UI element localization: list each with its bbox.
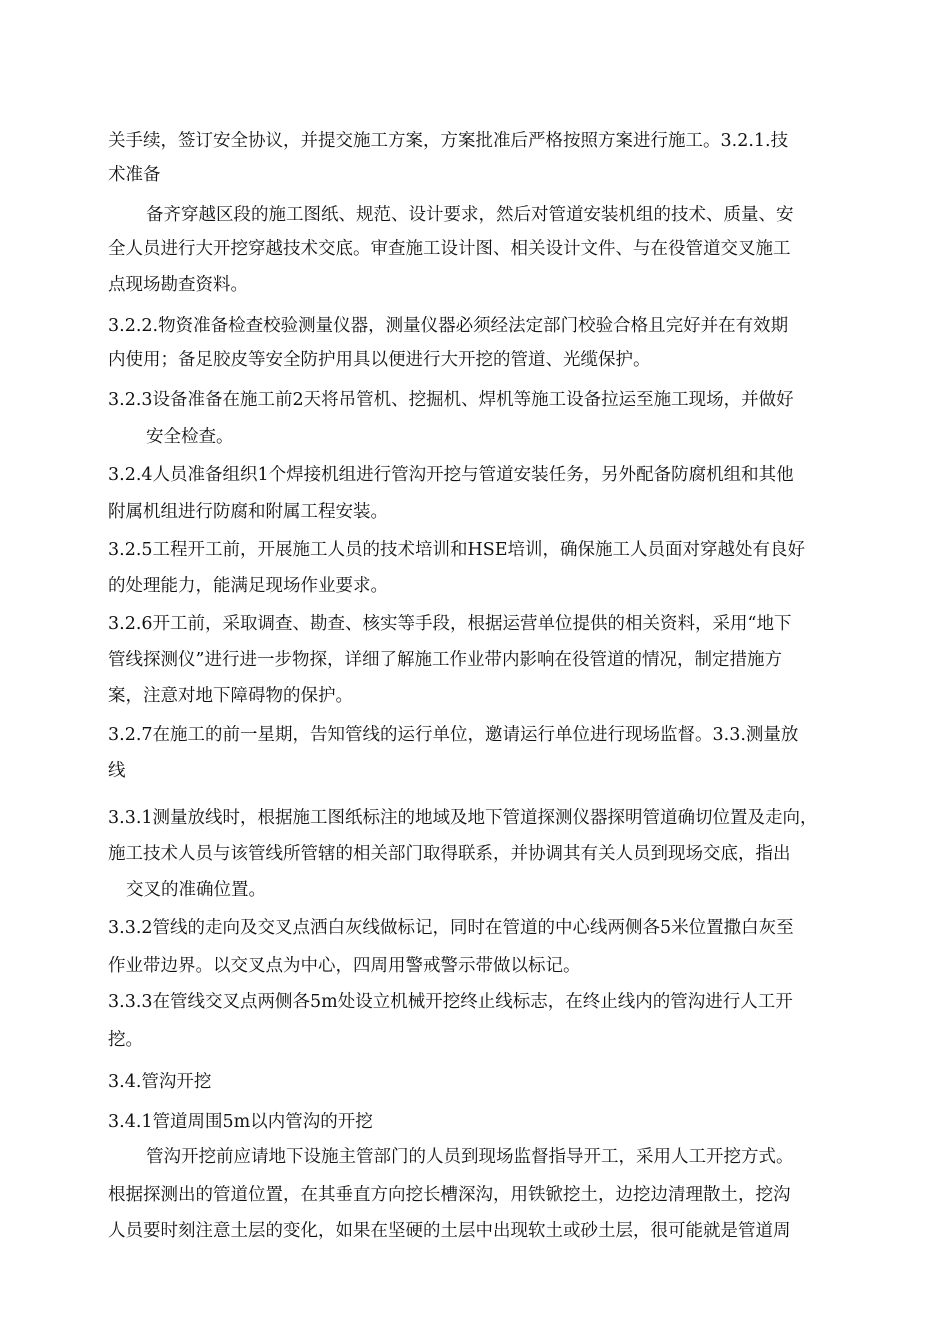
text-line: 3.2.6开工前，采取调查、勘查、核实等手段，根据运营单位提供的相关资料，采用“地下	[108, 614, 792, 634]
text-line: 作业带边界。以交叉点为中心，四周用警戒警示带做以标记。	[108, 956, 581, 976]
text-line: 交叉的准确位置。	[126, 880, 266, 900]
text-line: 案，注意对地下障碍物的保护。	[108, 686, 353, 706]
text-line: 3.3.1测量放线时，根据施工图纸标注的地域及地下管道探测仪器探明管道确切位置及走向，	[108, 808, 818, 828]
text-line: 3.2.7在施工的前一星期，告知管线的运行单位，邀请运行单位进行现场监督。3.3.测量放	[108, 725, 799, 745]
text-line: 3.2.4人员准备组织1个焊接机组进行管沟开挖与管道安装任务，另外配备防腐机组和其他	[108, 465, 794, 485]
text-line: 内使用；备足胶皮等安全防护用具以便进行大开挖的管道、光缆保护。	[108, 350, 651, 370]
text-line: 全人员进行大开挖穿越技术交底。审查施工设计图、相关设计文件、与在役管道交叉施工	[108, 239, 791, 259]
text-line: 3.3.2管线的走向及交叉点洒白灰线做标记，同时在管道的中心线两侧各5米位置撒白灰至	[108, 918, 794, 938]
text-line: 的处理能力，能满足现场作业要求。	[108, 576, 388, 596]
text-line: 管线探测仪”进行进一步物探，详细了解施工作业带内影响在役管道的情况，制定措施方	[108, 650, 782, 670]
subsection-heading: 3.4.1管道周围5m以内管沟的开挖	[108, 1112, 373, 1132]
text-line: 术准备	[108, 165, 161, 185]
text-line: 挖。	[108, 1030, 143, 1050]
text-line: 附属机组进行防腐和附属工程安装。	[108, 502, 388, 522]
paragraph-line: 管沟开挖前应请地下设施主管部门的人员到现场监督指导开工，采用人工开挖方式。	[146, 1147, 794, 1167]
text-line: 安全检查。	[146, 427, 234, 447]
text-line: 3.3.3在管线交叉点两侧各5m处设立机械开挖终止线标志，在终止线内的管沟进行人工开	[108, 992, 793, 1012]
text-line: 关手续，签订安全协议，并提交施工方案，方案批准后严格按照方案进行施工。3.2.1.技	[108, 131, 789, 151]
paragraph-line: 备齐穿越区段的施工图纸、规范、设计要求，然后对管道安装机组的技术、质量、安	[146, 205, 794, 225]
section-heading: 3.4.管沟开挖	[108, 1072, 212, 1092]
text-line: 3.2.2.物资准备检查校验测量仪器，测量仪器必须经法定部门校验合格且完好并在有效期	[108, 316, 789, 336]
text-line: 人员要时刻注意土层的变化，如果在坚硬的土层中出现软土或砂土层，很可能就是管道周	[108, 1221, 791, 1241]
text-line: 线	[108, 761, 126, 781]
text-line: 施工技术人员与该管线所管辖的相关部门取得联系，并协调其有关人员到现场交底，指出	[108, 844, 791, 864]
text-line: 根据探测出的管道位置，在其垂直方向挖长槽深沟，用铁锨挖土，边挖边清理散土，挖沟	[108, 1185, 791, 1205]
text-line: 3.2.5工程开工前，开展施工人员的技术培训和HSE培训，确保施工人员面对穿越处有良好	[108, 540, 806, 560]
text-line: 3.2.3设备准备在施工前2天将吊管机、挖掘机、焊机等施工设备拉运至施工现场，并做好	[108, 390, 794, 410]
text-line: 点现场勘查资料。	[108, 275, 248, 295]
